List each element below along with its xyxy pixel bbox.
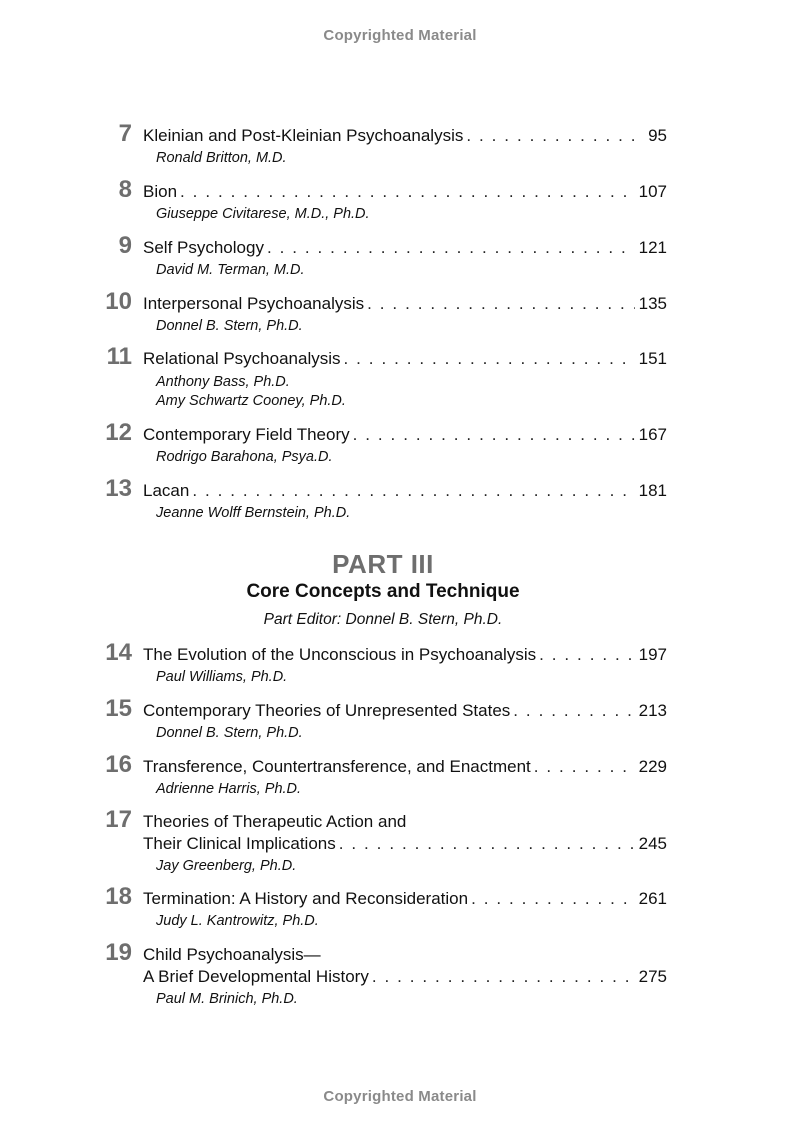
leader-dots [267,237,635,259]
chapter-number: 13 [105,475,132,502]
chapter-author: Paul Williams, Ph.D. [156,669,288,685]
toc-line [143,888,667,910]
chapter-author: Rodrigo Barahona, Psya.D. [156,449,333,465]
toc-line [143,966,667,988]
chapter-number: 17 [105,806,132,833]
leader-dots [471,888,635,910]
part-title: PART III [332,549,434,579]
page-number: 245 [638,834,667,853]
toc-line [143,700,667,722]
chapter-title: Bion [143,182,178,201]
chapter-title: A Brief Developmental History [143,967,369,986]
page-number: 197 [638,645,667,664]
chapter-number: 8 [118,176,132,203]
chapter-author: Donnel B. Stern, Ph.D. [156,725,303,741]
leader-dots [466,125,644,147]
chapter-title: Interpersonal Psychoanalysis [143,294,365,313]
page-number: 167 [638,425,667,444]
leader-dots [372,966,635,988]
chapter-number: 15 [105,695,132,722]
part-editor: Part Editor: Donnel B. Stern, Ph.D. [263,611,503,628]
chapter-number: 18 [105,883,132,910]
toc-line-first [143,811,667,833]
chapter-title: Relational Psychoanalysis [143,349,341,368]
toc-line [143,833,667,855]
chapter-author: Donnel B. Stern, Ph.D. [156,318,303,334]
chapter-number: 12 [105,419,132,446]
toc-line [143,348,667,370]
chapter-author: Judy L. Kantrowitz, Ph.D. [156,913,319,929]
chapter-title: Contemporary Theories of Unrepresented States [143,701,511,720]
chapter-author: Giuseppe Civitarese, M.D., Ph.D. [156,206,370,222]
leader-dots [192,480,634,502]
chapter-author: Amy Schwartz Cooney, Ph.D. [156,393,346,409]
chapter-author: Adrienne Harris, Ph.D. [156,781,302,797]
chapter-author: Paul M. Brinich, Ph.D. [156,991,298,1007]
page-number: 275 [638,967,667,986]
toc-line [143,424,667,446]
leader-dots [353,424,635,446]
chapter-author: Ronald Britton, M.D. [156,150,287,166]
page-number: 213 [638,701,667,720]
chapter-author: Jay Greenberg, Ph.D. [156,858,297,874]
leader-dots [339,833,635,855]
page-number: 135 [638,294,667,313]
toc-line [143,181,667,203]
toc-line [143,644,667,666]
toc-line [143,237,667,259]
chapter-number: 9 [118,232,132,259]
toc-line-first [143,944,667,966]
chapter-number: 10 [105,288,132,315]
toc-line [143,756,667,778]
leader-dots [180,181,635,203]
page-number: 261 [638,889,667,908]
page-number: 229 [638,757,667,776]
toc-line [143,480,667,502]
leader-dots [367,293,635,315]
page-number: 151 [638,349,667,368]
page-number: 121 [638,238,667,257]
chapter-title: Termination: A History and Reconsideration [143,889,469,908]
page-number: 107 [638,182,667,201]
chapter-author: David M. Terman, M.D. [156,262,305,278]
chapter-title: Self Psychology [143,238,264,257]
page-number: 95 [648,126,667,145]
chapter-author: Anthony Bass, Ph.D. [156,374,290,390]
chapter-title: The Evolution of the Unconscious in Psychoanalysis [143,645,537,664]
chapter-number: 7 [118,120,132,147]
chapter-number: 11 [106,343,132,370]
leader-dots [513,700,634,722]
chapter-title-line1: Theories of Therapeutic Action and [143,812,407,831]
toc-line [143,293,667,315]
chapter-author: Jeanne Wolff Bernstein, Ph.D. [156,505,351,521]
chapter-title-line1: Child Psychoanalysis— [143,945,321,964]
chapter-title: Transference, Countertransference, and Enactment [143,757,531,776]
chapter-number: 16 [105,751,132,778]
chapter-number: 19 [105,939,132,966]
toc-line [143,125,667,147]
leader-dots [539,644,635,666]
leader-dots [534,756,635,778]
leader-dots [344,348,635,370]
chapter-number: 14 [105,639,132,666]
page-number: 181 [638,481,667,500]
chapter-title: Lacan [143,481,190,500]
chapter-title: Contemporary Field Theory [143,425,350,444]
watermark-bottom: Copyrighted Material [323,1088,477,1105]
chapter-title: Their Clinical Implications [143,834,336,853]
part-subtitle: Core Concepts and Technique [246,581,520,602]
chapter-title: Kleinian and Post-Kleinian Psychoanalysis [143,126,464,145]
watermark-top: Copyrighted Material [323,27,477,44]
